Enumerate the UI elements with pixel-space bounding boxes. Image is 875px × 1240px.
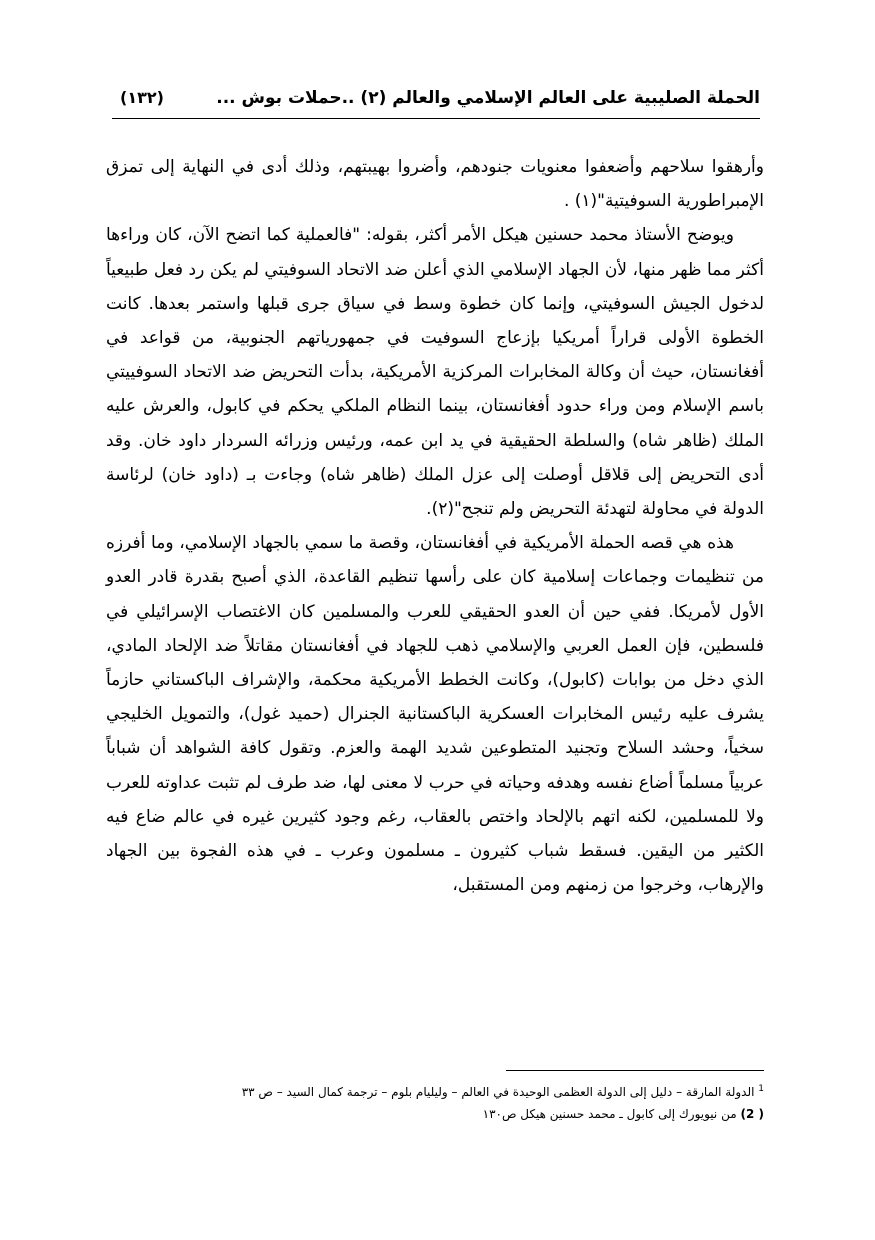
footnote-divider <box>506 1070 764 1071</box>
footnote-1 <box>100 1078 764 1103</box>
header-divider <box>112 118 760 119</box>
paragraph: ويوضح الأستاذ محمد حسنين هيكل الأمر أكثر، بقوله: "فالعملية كما اتضح الآن، كان وراءها أكثر مما ظهر منها، لأن الجهاد الإسلامي الذي أعلن ضد الاتحاد السوفيتي لم يكن رد فعل طبيعياً لدخول الجيش السوفيتي، وإنما كان خطوة وسط في سياق جرى قبلها واستمر بعدها. كانت الخطوة الأولى قراراً أمريكيا بإزعاج السوفيت في جمهورياتهم الجنوبية، من قواعد في أفغانستان، حيث أن وكالة المخابرات المركزية الأمريكية، بدأت التحريض ضد الاتحاد السوفييتي باسم الإسلام ومن وراء حدود أفغانستان، بينما النظام الملكي يحكم في كابول، والعرش عليه الملك (ظاهر شاه) والسلطة الحقيقية في يد ابن عمه، ورئيس وزرائه السردار داود خان. وقد أدى التحريض إلى قلاقل أوصلت إلى عزل الملك (ظاهر شاه) وجاءت بـ (داود خان) لرئاسة الدولة في محاولة لتهدئة التحريض ولم تنجح"(٢). <box>106 225 764 520</box>
footnote-2 <box>100 1103 764 1125</box>
footnote-mark: ( 2) <box>740 1107 764 1121</box>
paragraph: هذه هي قصه الحملة الأمريكية في أفغانستان، وقصة ما سمي بالجهاد الإسلامي، وما أفرزه من تنظيمات وجماعات إسلامية كان على رأسها تنظيم القاعدة، الذي أصبح بقدرة قادر العدو الأول لأمريكا. ففي حين أن العدو الحقيقي للعرب والمسلمين كان الاغتصاب الإسرائيلي في فلسطين، فإن العمل العربي والإسلامي ذهب للجهاد في أفغانستان مقاتلاً ضد الإلحاد المادي، الذي دخل من بوابات (كابول)، وكانت الخطط الأمريكية محكمة، والإشراف الباكستاني حازماً يشرف عليه رئيس المخابرات العسكرية الباكستانية الجنرال (حميد غول)، والتمويل الخليجي سخياً، وحشد السلاح وتجنيد المتطوعين شديد الهمة والعزم. وتقول كافة الشواهد أن شباباً عربياً مسلماً أضاع نفسه وهدفه وحياته في حرب لا معنى لها، ضد طرف لم تثبت عداوته للعرب ولا للمسلمين، لكنه اتهم بالإلحاد واختص بالعقاب، رغم وجود كثيرين غيره في عالم ضاع فيه الكثير من اليقين. فسقط شباب كثيرون ـ مسلمون وعرب ـ في هذه الفجوة بين الجهاد والإرهاب، وخرجوا من زمنهم ومن المستقبل، <box>106 533 764 896</box>
footnote-text: من نيويورك إلى كابول ـ محمد حسنين هيكل ص١٣٠ <box>482 1107 737 1121</box>
paragraph: وأرهقوا سلاحهم وأضعفوا معنويات جنودهم، وأضروا بهيبتهم، وذلك أدى في النهاية إلى تمزق الإمبراطورية السوفيتية"(١) . <box>106 157 764 212</box>
footnotes <box>100 1078 764 1125</box>
footnote-mark: 1 <box>758 1084 764 1094</box>
page-header <box>112 88 760 118</box>
page-number: (١٣٢) <box>120 88 164 107</box>
footnote-text: الدولة المارقة – دليل إلى الدولة العظمى الوحيدة في العالم – وليليام بلوم – ترجمة كمال السيد – ص ٣٣ <box>241 1085 755 1099</box>
body-text <box>106 150 764 902</box>
running-title: الحملة الصليبية على العالم الإسلامي والعالم (٢) ..حملات بوش ... <box>216 88 760 108</box>
